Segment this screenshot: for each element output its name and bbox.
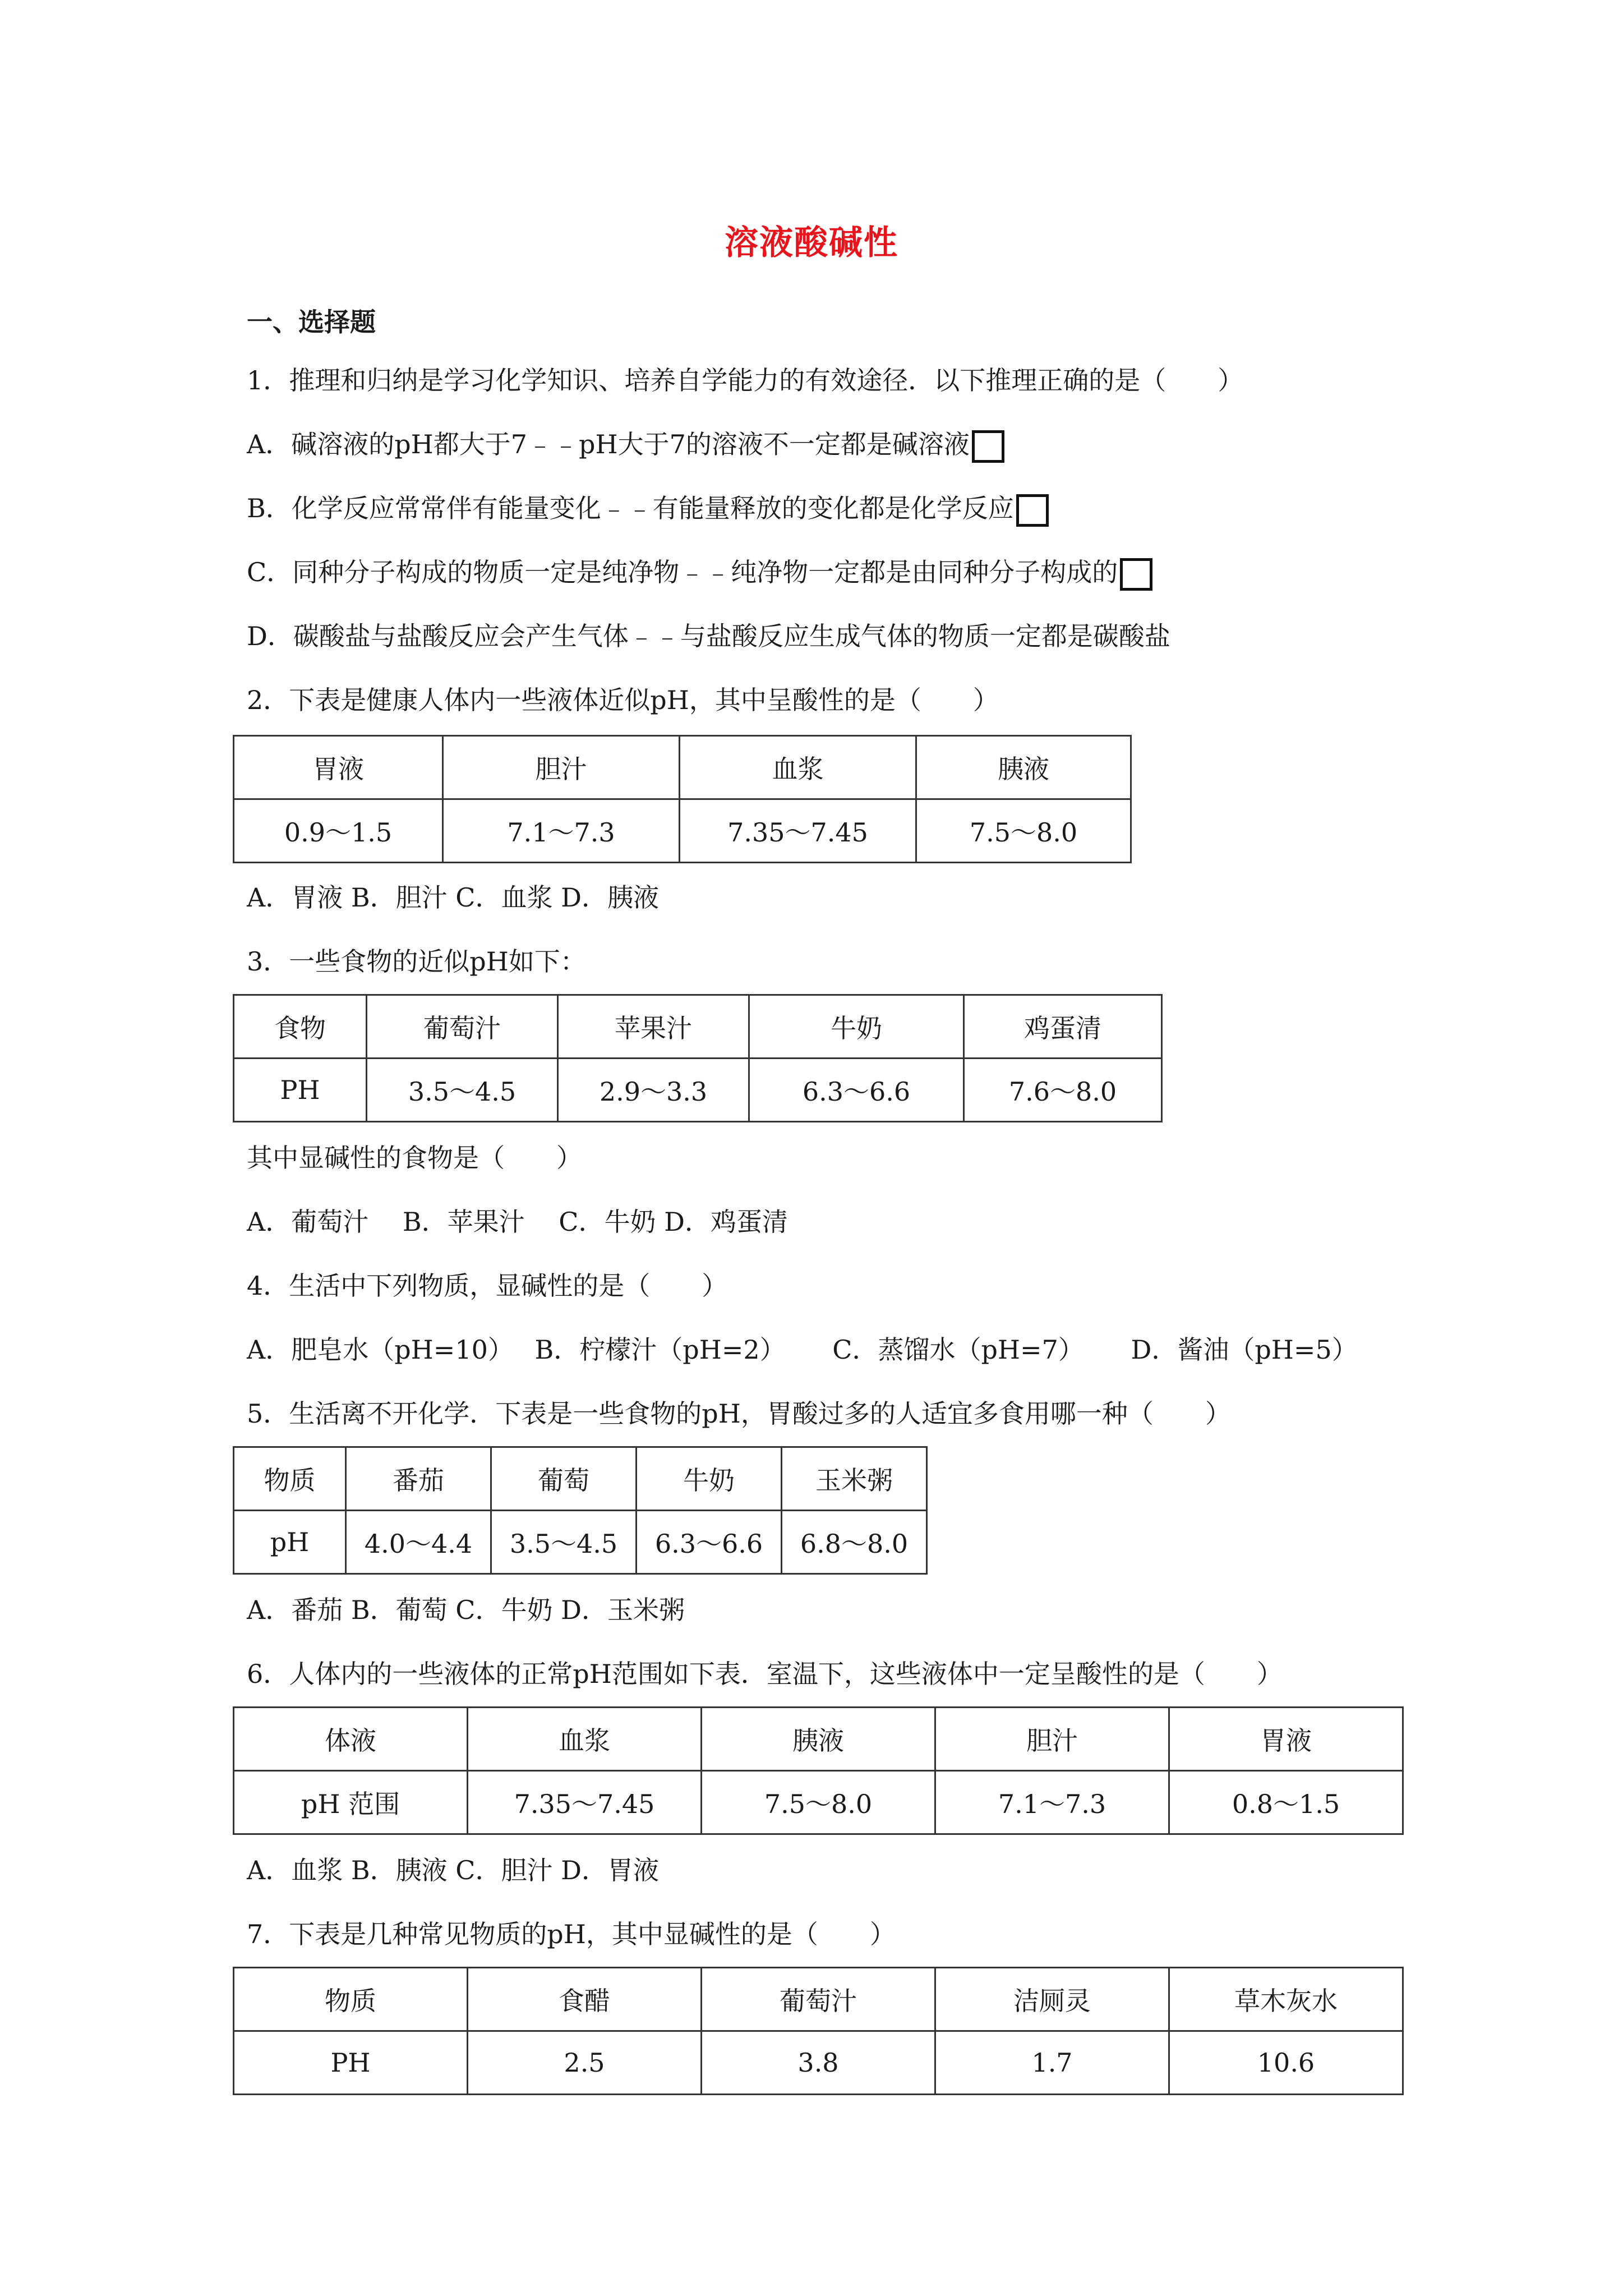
q5-options: A．番茄 B．葡萄 C．牛奶 D．玉米粥 bbox=[247, 1595, 685, 1625]
table-cell: 草木灰水 bbox=[1169, 1968, 1403, 2031]
q6-stem: 6．人体内的一些液体的正常pH范围如下表．室温下，这些液体中一定呈酸性的是（ ） bbox=[247, 1659, 1283, 1689]
q1-option-a-text: A．碱溶液的pH都大于7﹣﹣pH大于7的溶液不一定都是碱溶液 bbox=[247, 429, 970, 459]
q6-options: A．血浆 B．胰液 C．胆汁 D．胃液 bbox=[247, 1855, 659, 1885]
table-cell: 玉米粥 bbox=[782, 1447, 927, 1511]
table-cell: 胃液 bbox=[234, 736, 443, 799]
q5-stem: 5．生活离不开化学．下表是一些食物的pH，胃酸过多的人适宜多食用哪一种（ ） bbox=[247, 1398, 1231, 1429]
table-cell: 3.5～4.5 bbox=[367, 1059, 558, 1122]
table-row bbox=[234, 1511, 927, 1574]
table-cell: 4.0～4.4 bbox=[346, 1511, 491, 1574]
table-cell: pH 范围 bbox=[234, 1771, 468, 1834]
table-cell: PH bbox=[234, 1059, 367, 1122]
table-cell: 3.8 bbox=[702, 2031, 935, 2095]
table-cell: 6.3～6.6 bbox=[749, 1059, 964, 1122]
table-cell: 胃液 bbox=[1169, 1708, 1403, 1771]
q1-option-a[interactable] bbox=[247, 427, 1004, 463]
table-cell: 7.1～7.3 bbox=[935, 1771, 1169, 1834]
q1-option-b[interactable] bbox=[247, 491, 1049, 527]
q1-option-c-text: C．同种分子构成的物质一定是纯净物﹣﹣纯净物一定都是由同种分子构成的 bbox=[247, 557, 1118, 587]
table-row bbox=[234, 736, 1131, 799]
table-row bbox=[234, 1968, 1403, 2031]
table-row bbox=[234, 1447, 927, 1511]
q3-options: A．葡萄汁 B．苹果汁 C．牛奶 D．鸡蛋清 bbox=[247, 1207, 788, 1237]
table-cell: 胰液 bbox=[916, 736, 1131, 799]
table-cell: 洁厕灵 bbox=[935, 1968, 1169, 2031]
q1-option-d: D．碳酸盐与盐酸反应会产生气体﹣﹣与盐酸反应生成气体的物质一定都是碳酸盐 bbox=[247, 621, 1170, 651]
table-cell: 0.9～1.5 bbox=[234, 799, 443, 863]
table-cell: 3.5～4.5 bbox=[491, 1511, 637, 1574]
q6-table bbox=[233, 1706, 1404, 1835]
table-row bbox=[234, 799, 1131, 863]
table-cell: 6.8～8.0 bbox=[782, 1511, 927, 1574]
q5-table bbox=[233, 1446, 928, 1575]
table-row bbox=[234, 2031, 1403, 2095]
table-cell: 葡萄汁 bbox=[367, 995, 558, 1059]
table-cell: 胰液 bbox=[702, 1708, 935, 1771]
table-cell: 牛奶 bbox=[749, 995, 964, 1059]
table-cell: 食物 bbox=[234, 995, 367, 1059]
table-cell: 7.5～8.0 bbox=[916, 799, 1131, 863]
q2-table bbox=[233, 735, 1132, 863]
q2-options: A．胃液 B．胆汁 C．血浆 D．胰液 bbox=[247, 882, 659, 913]
table-cell: 2.9～3.3 bbox=[558, 1059, 749, 1122]
table-cell: 血浆 bbox=[468, 1708, 702, 1771]
table-row bbox=[234, 1059, 1162, 1122]
table-cell: PH bbox=[234, 2031, 468, 2095]
q4-stem: 4．生活中下列物质，显碱性的是（ ） bbox=[247, 1271, 728, 1301]
table-row bbox=[234, 995, 1162, 1059]
table-cell: 葡萄 bbox=[491, 1447, 637, 1511]
table-cell: 鸡蛋清 bbox=[964, 995, 1162, 1059]
table-cell: 7.35～7.45 bbox=[680, 799, 916, 863]
q1-option-a-checkbox[interactable] bbox=[972, 430, 1004, 463]
table-row bbox=[234, 1771, 1403, 1834]
table-cell: 血浆 bbox=[680, 736, 916, 799]
section-heading: 一、选择题 bbox=[247, 307, 376, 337]
q1-option-c[interactable] bbox=[247, 555, 1152, 591]
q3-stem: 3．一些食物的近似pH如下： bbox=[247, 946, 586, 977]
table-cell: 7.6～8.0 bbox=[964, 1059, 1162, 1122]
q3-question: 其中显碱性的食物是（ ） bbox=[247, 1143, 582, 1173]
table-cell: 胆汁 bbox=[935, 1708, 1169, 1771]
q4-options: A．肥皂水（pH=10） B．柠檬汁（pH=2） C．蒸馏水（pH=7） D．酱油（pH=5） bbox=[247, 1335, 1358, 1365]
table-cell: 7.35～7.45 bbox=[468, 1771, 702, 1834]
table-cell: 10.6 bbox=[1169, 2031, 1403, 2095]
q1-stem: 1．推理和归纳是学习化学知识、培养自学能力的有效途径．以下推理正确的是（ ） bbox=[247, 365, 1244, 395]
table-cell: 牛奶 bbox=[637, 1447, 782, 1511]
table-cell: 6.3～6.6 bbox=[637, 1511, 782, 1574]
table-cell: 7.5～8.0 bbox=[702, 1771, 935, 1834]
table-cell: 胆汁 bbox=[443, 736, 680, 799]
table-cell: 物质 bbox=[234, 1968, 468, 2031]
q1-option-b-text: B．化学反应常常伴有能量变化﹣﹣有能量释放的变化都是化学反应 bbox=[247, 493, 1014, 523]
table-cell: 物质 bbox=[234, 1447, 346, 1511]
table-cell: 0.8～1.5 bbox=[1169, 1771, 1403, 1834]
table-cell: 7.1～7.3 bbox=[443, 799, 680, 863]
q2-stem: 2．下表是健康人体内一些液体近似pH，其中呈酸性的是（ ） bbox=[247, 685, 999, 715]
table-cell: 2.5 bbox=[468, 2031, 702, 2095]
q3-table bbox=[233, 994, 1163, 1122]
q1-option-c-checkbox[interactable] bbox=[1120, 558, 1152, 591]
table-cell: 葡萄汁 bbox=[702, 1968, 935, 2031]
q7-stem: 7．下表是几种常见物质的pH，其中显碱性的是（ ） bbox=[247, 1919, 896, 1949]
table-cell: 苹果汁 bbox=[558, 995, 749, 1059]
table-cell: pH bbox=[234, 1511, 346, 1574]
table-cell: 体液 bbox=[234, 1708, 468, 1771]
q7-table bbox=[233, 1967, 1404, 2095]
page-title: 溶液酸碱性 bbox=[725, 223, 898, 263]
table-cell: 1.7 bbox=[935, 2031, 1169, 2095]
table-cell: 食醋 bbox=[468, 1968, 702, 2031]
q1-option-b-checkbox[interactable] bbox=[1016, 494, 1049, 527]
table-row bbox=[234, 1708, 1403, 1771]
table-cell: 番茄 bbox=[346, 1447, 491, 1511]
